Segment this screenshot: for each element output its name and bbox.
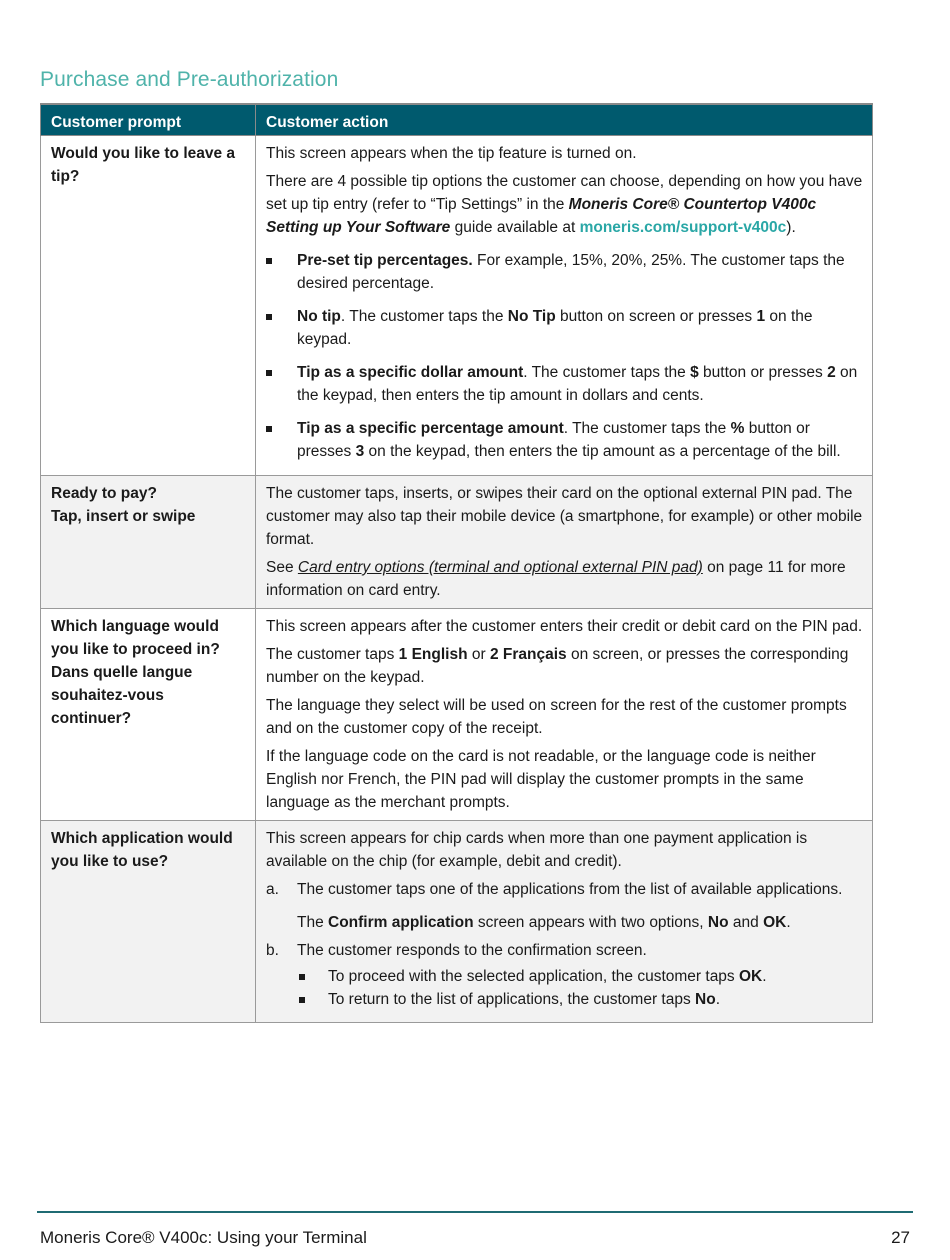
action-cell bbox=[256, 136, 873, 476]
option-text: button on screen or presses bbox=[555, 308, 757, 325]
text-run: To return to the list of applications, the customer taps bbox=[328, 991, 696, 1008]
square-bullet-icon bbox=[299, 997, 305, 1003]
confirmation-options-list bbox=[297, 965, 863, 1011]
prompt-text-line: Tap, insert or swipe bbox=[51, 508, 196, 525]
guide-title: Moneris Core® Countertop V400c Setting up Your Software bbox=[266, 196, 817, 236]
list-item bbox=[266, 249, 863, 295]
action-paragraph: This screen appears for chip cards when more than one payment application is available on the chip (for example, debit and credit). bbox=[266, 830, 808, 870]
key-label: No bbox=[707, 914, 729, 931]
card-entry-options-link[interactable]: Card entry options (terminal and optional external PIN pad) bbox=[297, 559, 703, 576]
list-item bbox=[297, 965, 863, 988]
table-row bbox=[41, 609, 873, 821]
text-run: . bbox=[715, 991, 721, 1008]
option-text: . The customer taps the bbox=[523, 364, 691, 381]
option-text: For example, 15%, 20%, 25%. The customer taps the desired percentage. bbox=[297, 252, 845, 292]
option-text: button or presses bbox=[297, 420, 810, 460]
footer-divider bbox=[37, 1211, 913, 1213]
text-run: To proceed with the selected application, the customer taps bbox=[328, 968, 739, 985]
option-lead: Tip as a specific dollar amount bbox=[297, 364, 524, 381]
square-bullet-icon bbox=[266, 370, 272, 376]
text-run: guide available at bbox=[450, 219, 580, 236]
key-label: OK bbox=[739, 968, 763, 985]
prompt-cell bbox=[41, 136, 256, 476]
option-lead: Pre-set tip percentages. bbox=[297, 252, 473, 269]
option-text: button or presses bbox=[698, 364, 828, 381]
step-text: The customer responds to the confirmation screen. bbox=[297, 942, 647, 959]
text-run: on screen, or presses the corresponding number on the keypad. bbox=[266, 646, 849, 686]
prompt-cell bbox=[41, 476, 256, 609]
text-run: See bbox=[266, 559, 298, 576]
list-item bbox=[266, 939, 863, 1011]
table-row bbox=[41, 476, 873, 609]
key-label: 2 Français bbox=[489, 646, 567, 663]
prompt-text: Would you like to leave a tip? bbox=[51, 145, 236, 185]
action-cell bbox=[256, 609, 873, 821]
action-paragraph: If the language code on the card is not readable, or the language code is neither English nor French, the PIN pad will display the customer prompts in the same language as the merchant prompts. bbox=[266, 748, 816, 811]
prompt-cell bbox=[41, 609, 256, 821]
text-run: and bbox=[728, 914, 764, 931]
footer-document-title: Moneris Core® V400c: Using your Terminal bbox=[40, 1228, 367, 1247]
square-bullet-icon bbox=[299, 974, 305, 980]
step-subtext bbox=[297, 911, 863, 934]
list-item bbox=[266, 417, 863, 463]
customer-prompts-table bbox=[40, 103, 873, 1023]
key-label: Confirm application bbox=[328, 914, 474, 931]
text-run: on page 11 for more information on card entry. bbox=[266, 559, 846, 599]
text-run: or bbox=[467, 646, 490, 663]
action-paragraph bbox=[266, 556, 863, 602]
option-text: on the keypad. bbox=[297, 308, 813, 348]
table-row bbox=[41, 136, 873, 476]
footer-page-number: 27 bbox=[891, 1228, 910, 1247]
text-run: ). bbox=[786, 219, 796, 236]
header-customer-action: Customer action bbox=[256, 104, 873, 136]
section-title: Purchase and Pre-authorization bbox=[40, 68, 339, 91]
action-cell bbox=[256, 821, 873, 1023]
step-text: The customer taps one of the applications from the list of available applications. bbox=[297, 881, 843, 898]
text-run: The customer taps bbox=[266, 646, 399, 663]
list-item bbox=[266, 878, 863, 934]
tip-options-list bbox=[266, 249, 863, 463]
text-run: . bbox=[786, 914, 791, 931]
list-item bbox=[266, 361, 863, 407]
step-marker: b. bbox=[266, 942, 279, 959]
steps-list bbox=[266, 878, 863, 1011]
option-lead: No tip bbox=[297, 308, 341, 325]
square-bullet-icon bbox=[266, 258, 272, 264]
option-lead: Tip as a specific percentage amount bbox=[297, 420, 564, 437]
text-run: There are 4 possible tip options the customer can choose, depending on how you have set up tip entry (refer to “Tip Settings” in the bbox=[266, 173, 863, 213]
prompt-text-line: Ready to pay? bbox=[51, 485, 157, 502]
action-paragraph: This screen appears when the tip feature is turned on. bbox=[266, 145, 637, 162]
action-paragraph: The language they select will be used on screen for the rest of the customer prompts and on the customer copy of the receipt. bbox=[266, 697, 847, 737]
list-item bbox=[297, 988, 863, 1011]
action-paragraph: This screen appears after the customer enters their credit or debit card on the PIN pad. bbox=[266, 618, 863, 635]
key-label: OK bbox=[763, 914, 787, 931]
table-row bbox=[41, 821, 873, 1023]
text-run: . bbox=[762, 968, 767, 985]
key-label: 2 bbox=[827, 364, 836, 381]
option-text: on the keypad, then enters the tip amount in dollars and cents. bbox=[297, 364, 858, 404]
header-customer-prompt: Customer prompt bbox=[41, 104, 256, 136]
action-paragraph bbox=[266, 170, 863, 239]
step-marker: a. bbox=[266, 881, 279, 898]
square-bullet-icon bbox=[266, 426, 272, 432]
text-run: screen appears with two options, bbox=[473, 914, 708, 931]
prompt-cell bbox=[41, 821, 256, 1023]
option-text: . The customer taps the bbox=[563, 420, 731, 437]
option-text: on the keypad, then enters the tip amount as a percentage of the bill. bbox=[364, 443, 841, 460]
action-cell bbox=[256, 476, 873, 609]
action-paragraph: The customer taps, inserts, or swipes their card on the optional external PIN pad. The customer may also tap their mobile device (a smartphone, for example) or other mobile format. bbox=[266, 485, 863, 548]
key-label: 1 English bbox=[398, 646, 468, 663]
prompt-text: Which application would you like to use? bbox=[51, 830, 233, 870]
text-run: The bbox=[297, 914, 329, 931]
option-text: . The customer taps the bbox=[340, 308, 508, 325]
key-label: 3 bbox=[355, 443, 365, 460]
key-label: No bbox=[695, 991, 716, 1008]
list-item bbox=[266, 305, 863, 351]
key-label: $ bbox=[690, 364, 699, 381]
table-header-row bbox=[41, 104, 873, 136]
key-label: 1 bbox=[756, 308, 766, 325]
key-label: % bbox=[730, 420, 745, 437]
key-label: No Tip bbox=[507, 308, 556, 325]
square-bullet-icon bbox=[266, 314, 272, 320]
action-paragraph bbox=[266, 643, 863, 689]
support-link[interactable]: moneris.com/support-v400c bbox=[579, 219, 787, 236]
prompt-text: Which language would you like to proceed in? Dans quelle langue souhaitez-vous continuer? bbox=[51, 618, 220, 727]
